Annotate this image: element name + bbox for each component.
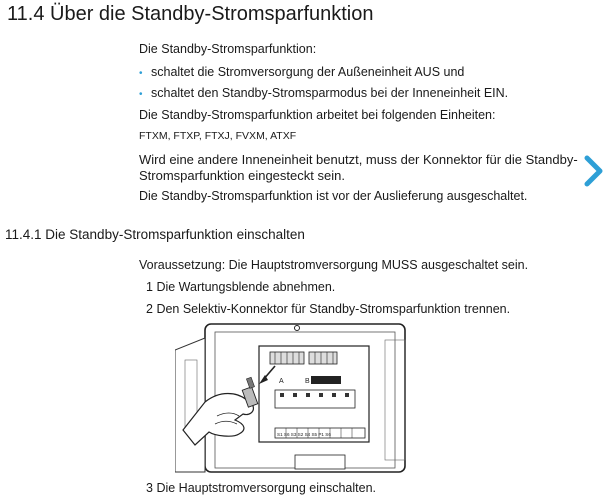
factory-note: Die Standby-Stromsparfunktion ist vor der Auslieferung ausgeschaltet.	[139, 189, 528, 203]
label-b: B	[305, 378, 310, 385]
bullet-item	[139, 65, 464, 79]
subsection-heading: 11.4.1 Die Standby-Stromsparfunktion einschalten	[5, 227, 305, 242]
connector-illustration	[175, 320, 415, 475]
step-number: 3	[146, 481, 153, 495]
units-list: FTXM, FTXP, FTXJ, FVXM, ATXF	[139, 130, 297, 142]
prerequisite-text: Voraussetzung: Die Hauptstromversorgung MUSS ausgeschaltet sein.	[139, 258, 529, 272]
step-text: Die Hauptstromversorgung einschalten.	[156, 481, 376, 495]
terminal-labels: S1 S6 S3 S2 S4 S5 P1 S6	[277, 432, 331, 437]
step-2	[146, 302, 510, 316]
other-unit-note-line1: Wird eine andere Inneneinheit benutzt, muss der Konnektor für die Standby-	[139, 152, 578, 167]
next-page-button[interactable]	[583, 155, 604, 187]
section-heading: 11.4 Über die Standby-Stromsparfunktion	[7, 3, 374, 25]
label-a: A	[279, 378, 284, 385]
unit-diagram	[175, 320, 415, 475]
step-text: Die Wartungsblende abnehmen.	[156, 280, 336, 294]
intro-text: Die Standby-Stromsparfunktion:	[139, 42, 317, 56]
bullet-dot-icon: •	[139, 89, 143, 100]
step-number: 1	[146, 280, 153, 294]
step-1	[146, 280, 335, 294]
step-number: 2	[146, 302, 153, 316]
units-label: Die Standby-Stromsparfunktion arbeitet bei folgenden Einheiten:	[139, 108, 496, 122]
chevron-right-icon	[583, 155, 604, 187]
bullet-dot-icon: •	[139, 68, 143, 79]
other-unit-note-line2: Stromsparfunktion eingesteckt sein.	[139, 168, 345, 183]
step-text: Den Selektiv-Konnektor für Standby-Stromsparfunktion trennen.	[156, 302, 511, 316]
step-3	[146, 481, 376, 495]
bullet-text: schaltet die Stromversorgung der Außeneinheit AUS und	[151, 65, 465, 79]
bullet-item	[139, 86, 508, 100]
bullet-text: schaltet den Standby-Stromsparmodus bei der Inneneinheit EIN.	[151, 86, 509, 100]
